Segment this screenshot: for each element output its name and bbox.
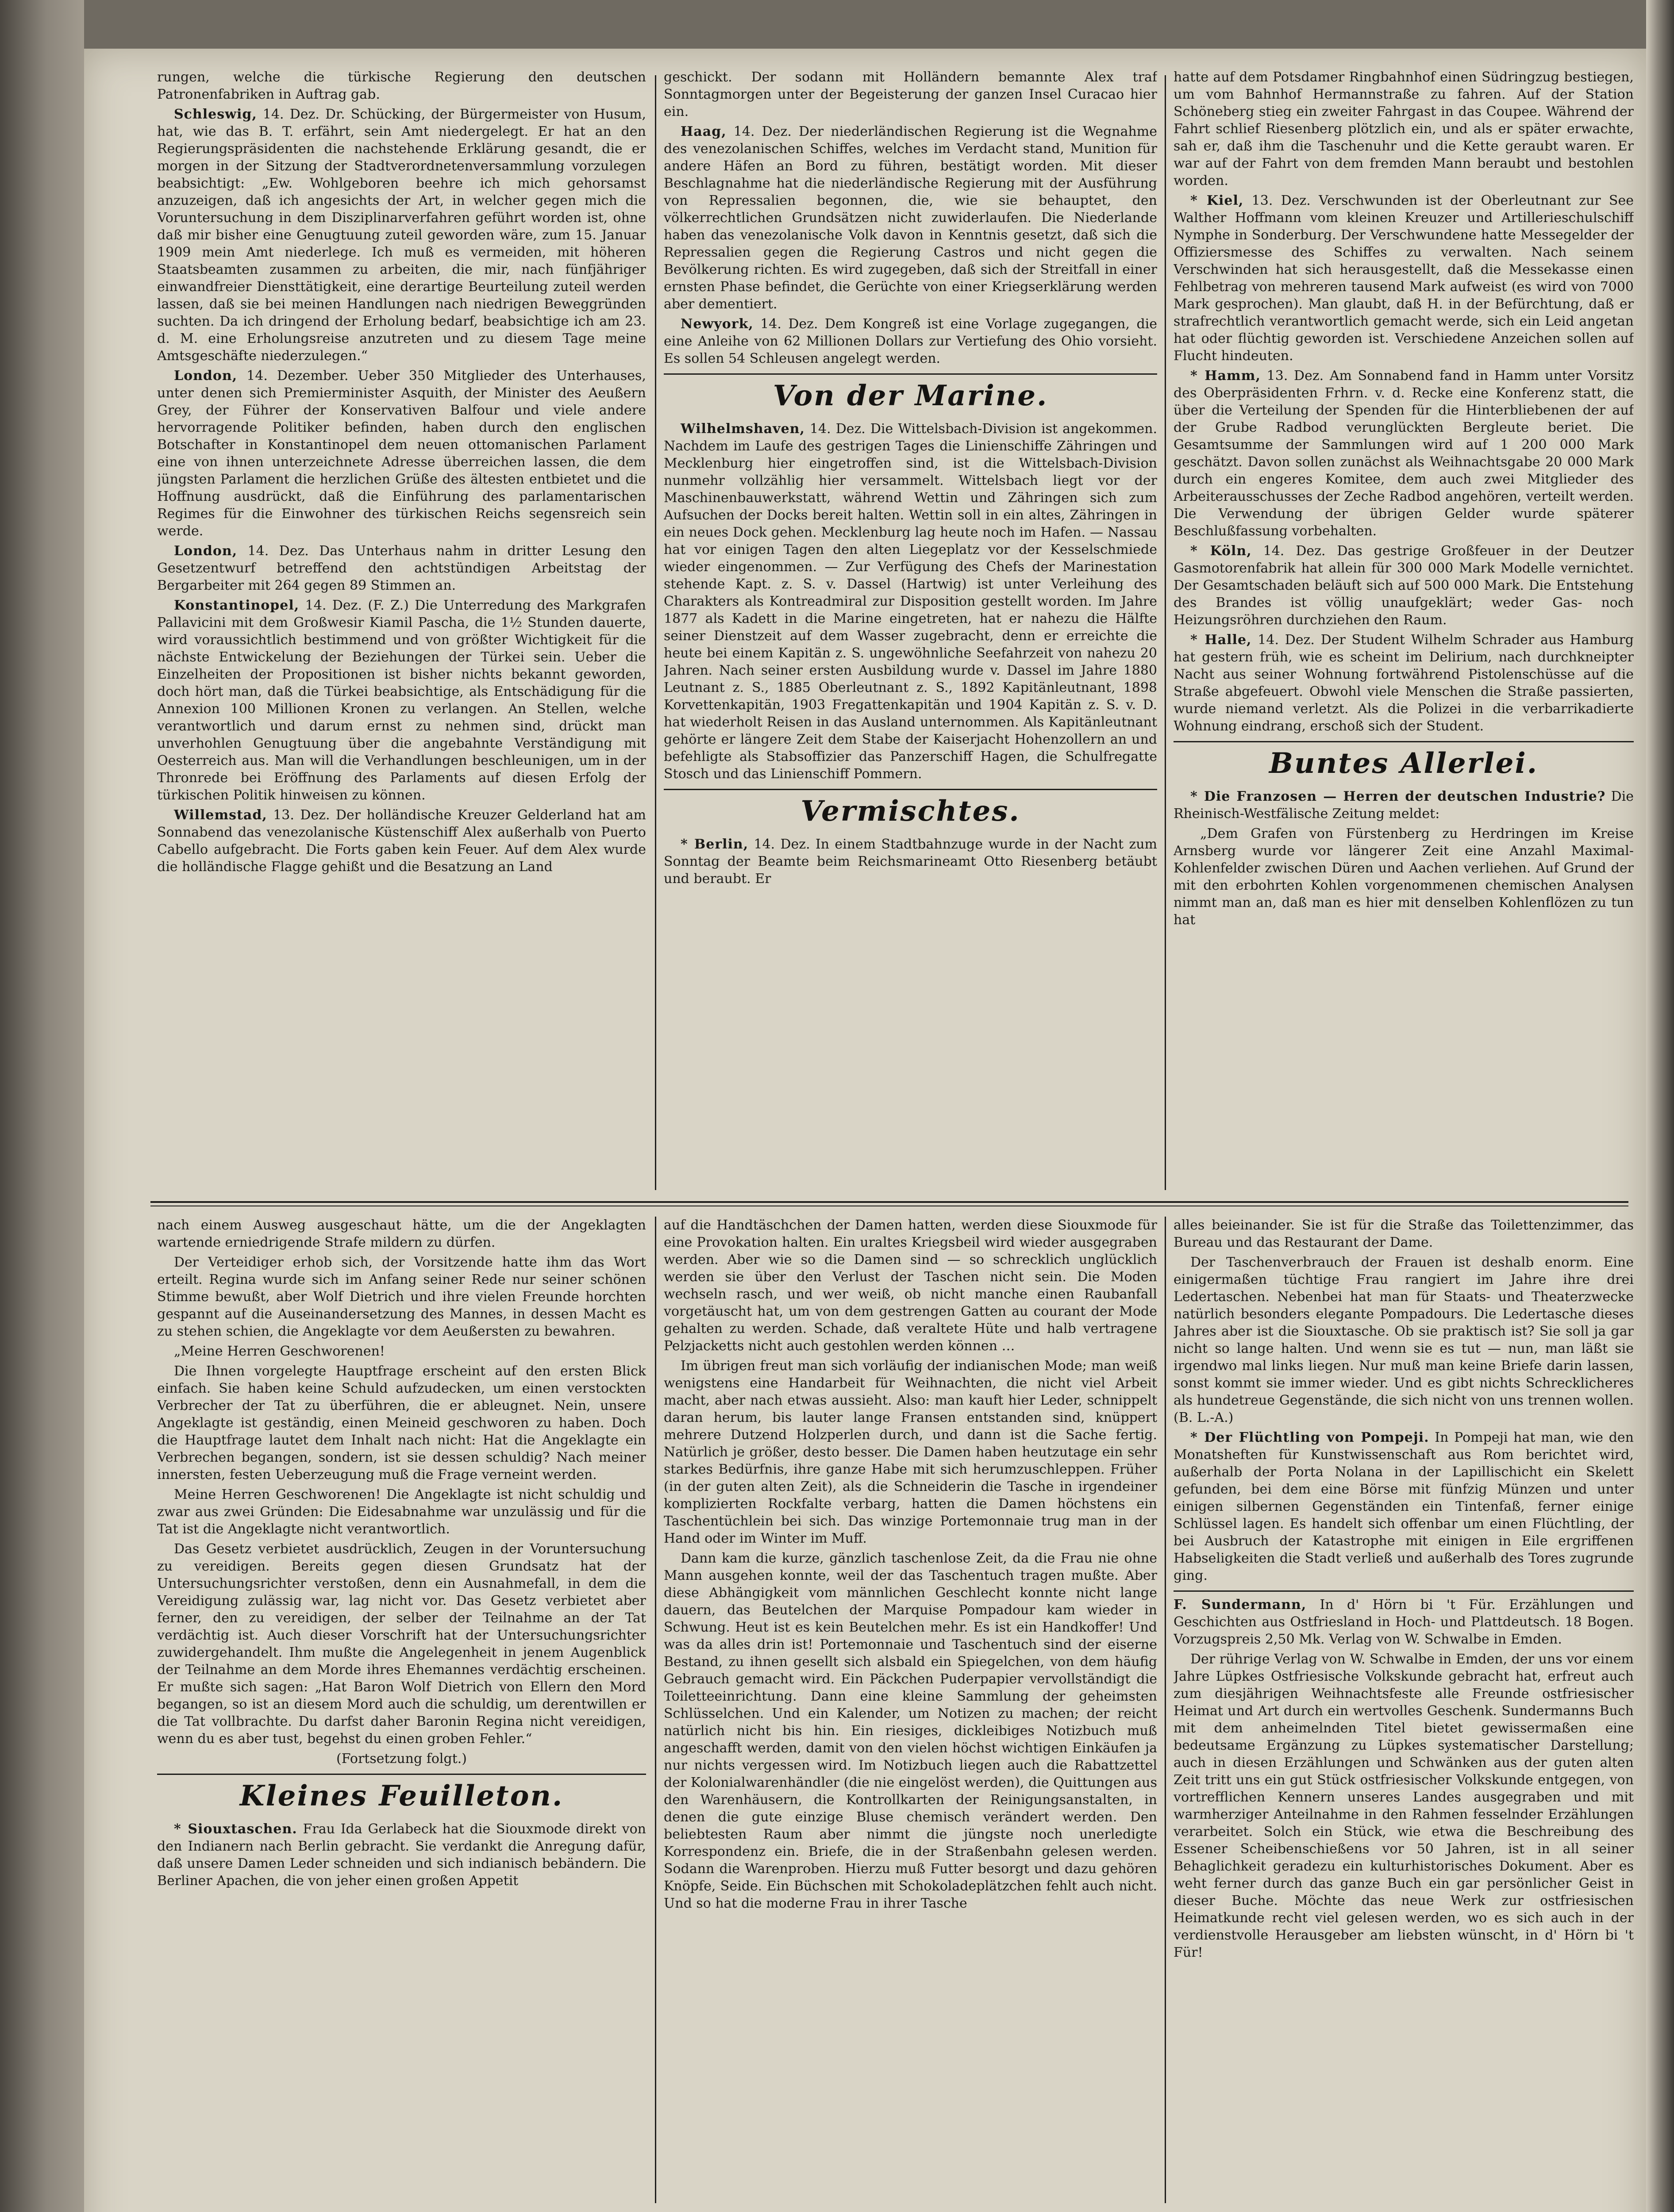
section-rule (1174, 741, 1634, 742)
article-paragraph (664, 1217, 1157, 1355)
article-text: 13. Dez. Der holländische Kreuzer Gelderland hat am Sonnabend das venezolanische Küstenschiff Alex außerhalb von Puerto Cabello aufgebracht. Die Forts gaben kein Feuer. Auf dem Alex wurde die holländische Flagge gehißt und die Besatzung an Land (157, 807, 646, 875)
article-paragraph (157, 1363, 646, 1483)
article-paragraph (157, 69, 646, 103)
article-text: 13. Dez. Am Sonnabend fand in Hamm unter Vorsitz des Oberpräsidenten Frhrn. v. d. Recke eine Konferenz statt, die über die Verteilung der Spenden für die Hinterbliebenen der auf der Grube Radbod verunglückten Bergleute beriet. Die Gesamtsumme der Sammlungen wird auf 1 200 000 Mark geschätzt. Davon sollen zunächst als Weihnachtsgabe 20 000 Mark durch ein engeres Komitee, dem auch zwei Mitglieder des Arbeiterausschusses der Zeche Radbod angehören, verteilt werden. Die Verwendung der übrigen Gelder wurde späterer Beschlußfassung vorbehalten. (1174, 368, 1634, 539)
article-paragraph (157, 1750, 646, 1767)
article-text: 14. Dez. Dem Kongreß ist eine Vorlage zugegangen, die eine Anleihe von 62 Millionen Dollars zur Vertiefung des Ohio vorsieht. Es sollen 54 Schleusen angelegt werden. (664, 316, 1157, 366)
article-paragraph (1174, 825, 1634, 929)
article-text: 14. Dez. (F. Z.) Die Unterredung des Markgrafen Pallavicini mit dem Großwesir Kiamil Pascha, die 1½ Stunden dauerte, wird voraussichtlich bestimmend und von größter Wichtigkeit für die nächste Entwickelung der Beziehungen der Türkei sein. Ueber die Einzelheiten der Propositionen ist bisher nichts bekannt geworden, doch hört man, daß die Türkei beabsichtige, als Entschädigung für die Annexion 100 Millionen Kronen zu verlangen. An Stellen, welche verantwortlich und darum ernst zu nehmen sind, drückt man unverhohlen Genugtuung über die angebahnte Verständigung mit Oesterreich aus. Man will die Verhandlungen beschleunigen, um in der Thronrede bei Eröffnung des Parlaments auf diesen Erfolg der türkischen Politik hinweisen zu können. (157, 598, 646, 803)
article-paragraph (157, 106, 646, 365)
article-text: geschickt. Der sodann mit Holländern bemannte Alex traf Sonntagmorgen unter der Begeisterung der ganzen Insel Curacao hier ein. (664, 69, 1157, 119)
column-rule (655, 75, 656, 1190)
article-dateline: * Hamm, (1190, 368, 1261, 384)
section-rule (157, 1774, 646, 1775)
article-paragraph (157, 367, 646, 540)
article-text: 14. Dez. Das gestrige Großfeuer in der Deutzer Gasmotorenfabrik hat allein für 300 000 Mark Modelle vernichtet. Der Gesamtschaden beläuft sich auf 500 000 Mark. Die Entstehung des Brandes ist völlig unaufgeklärt; weder Gas- noch Heizungsröhren durchziehen den Raum. (1174, 543, 1634, 628)
top-column-3 (1174, 69, 1634, 1194)
article-dateline: * Siouxtaschen. (174, 1821, 297, 1837)
article-text: Frau Ida Gerlabeck hat die Siouxmode direkt von den Indianern nach Berlin gebracht. Sie verdankt die Anregung dafür, daß unsere Damen Leder schneiden und sich indianisch bebändern. Die Berliner Apachen, die von jeher einen großen Appetit (157, 1821, 646, 1889)
article-paragraph (1174, 192, 1634, 365)
column-rule (1165, 1217, 1166, 2203)
article-paragraph (664, 123, 1157, 313)
article-paragraph (157, 1343, 646, 1360)
article-dateline: Schleswig, (174, 107, 257, 122)
article-text: Der Verteidiger erhob sich, der Vorsitzende hatte ihm das Wort erteilt. Regina wurde sich im Anfang seiner Rede nur seiner schönen Stimme bewußt, aber Wolf Dietrich und ihre vielen Freunde horchten gespannt auf die Auseinandersetzung des Mannes, in dessen Macht es zu stehen schien, die Angeklagte vor dem Aeußersten zu bewahren. (157, 1255, 646, 1339)
article-text: In Pompeji hat man, wie den Monatsheften für Kunstwissenschaft aus Rom berichtet wird, außerhalb der Porta Nolana in der Lapillischicht ein Skelett gefunden, bei dem eine Börse mit fünfzig Münzen und unter einigen silbernen Gegenständen ein Tintenfaß, ferner einige Schlüssel lagen. Es handelt sich offenbar um einen Flüchtling, der bei Ausbruch der Katastrophe mit einigen in Eile ergriffenen Habseligkeiten die Stadt verließ und außerhalb des Tores zugrunde ging. (1174, 1430, 1634, 1583)
article-paragraph (1174, 367, 1634, 540)
article-paragraph (157, 1217, 646, 1251)
article-paragraph (157, 1540, 646, 1747)
article-paragraph (157, 597, 646, 804)
article-dateline: * Köln, (1190, 543, 1252, 559)
article-paragraph (664, 836, 1157, 887)
article-paragraph (664, 420, 1157, 783)
article-paragraph (664, 1550, 1157, 1912)
article-text: Im übrigen freut man sich vorläufig der indianischen Mode; man weiß wenigstens eine Handarbeit für Weihnachten, die nicht viel Arbeit macht, aber nach etwas aussieht. Also: man kauft hier Leder, schnippelt daran herum, bis lauter lange Fransen entstanden sind, knüppert mehrere Dutzend Holzperlen durch, und dann ist die Sache fertig. Natürlich je größer, desto besser. Die Damen haben heutzutage ein sehr starkes Bedürfnis, ihre ganze Habe mit sich herumzuschleppen. Früher (in der guten alten Zeit), als die Schneiderin die Tasche in irgendeiner komplizierten Rockfalte verbarg, hatten die Damen höchstens ein Taschentüchlein bei sich. Das winzige Portemonnaie trug man in der Hand oder im Winter im Muff. (664, 1358, 1157, 1546)
article-text: Meine Herren Geschworenen! Die Angeklagte ist nicht schuldig und zwar aus zwei Gründen: Die Eidesabnahme war unzulässig und für die Tat ist die Angeklagte nicht verantwortlich. (157, 1487, 646, 1537)
article-text: hatte auf dem Potsdamer Ringbahnhof einen Südringzug bestiegen, um vom Bahnhof Hermannstraße zu fahren. Auf der Station Schöneberg stieg ein zweiter Fahrgast in das Coupee. Während der Fahrt schlief Riesenberg plötzlich ein, und als er später erwachte, sah er, daß ihm die Taschenuhr und die Kette geraubt waren. Er war auf der Fahrt von dem fremden Mann beraubt und bestohlen worden. (1174, 69, 1634, 188)
article-text: Die Ihnen vorgelegte Hauptfrage erscheint auf den ersten Blick einfach. Sie haben keine Schuld aufzudecken, um einen verstockten Verbrecher der Tat zu überführen, die er ableugnet. Nein, unsere Angeklagte ist geständig, einen Meineid geschworen zu haben. Doch die Hauptfrage lautet dem Inhalt nach nicht: Hat die Angeklagte ein Verbrechen begangen, sondern, ist sie dessen schuldig? Nach meiner innersten, festen Ueberzeugung muß die Frage verneint werden. (157, 1363, 646, 1482)
article-dateline: * Berlin, (681, 837, 749, 852)
bottom-column-3 (1174, 1217, 1634, 2212)
article-dateline: Wilhelmshaven, (681, 421, 805, 437)
section-rule (1174, 1590, 1634, 1592)
article-dateline: London, (174, 368, 238, 384)
article-text: Der Taschenverbrauch der Frauen ist deshalb enorm. Eine einigermaßen tüchtige Frau rangiert im Jahre ihre drei Ledertaschen. Nebenbei hat man für Staats- und Theaterzwecke natürlich besonders elegante Pompadours. Die Ledertasche dieses Jahres aber ist die Siouxtasche. Ob sie praktisch ist? Sie soll ja gar nicht so lange halten. Und wenn sie es tut — nun, man läßt sie irgendwo mal links liegen. Nur muß man keine Briefe darin lassen, sonst kommt sie immer wieder. Und es gibt nichts Schrecklicheres als hundetreue Gegenstände, die sich nicht von uns trennen wollen. (B. L.-A.) (1174, 1255, 1634, 1425)
article-paragraph (664, 69, 1157, 120)
article-text: rungen, welche die türkische Regierung den deutschen Patronenfabriken in Auftrag gab. (157, 69, 646, 102)
article-text: Das Gesetz verbietet ausdrücklich, Zeugen in der Voruntersuchung zu vereidigen. Bereits gegen diesen Grundsatz hat der Untersuchungsrichter verstoßen, denn ein Ausnahmefall, in dem die Vereidigung zulässig war, lag nicht vor. Das Gesetz verbietet aber ferner, den zu vereidigen, der selber der Teilnahme an der Tat verdächtig ist. Auch dieser Vorschrift hat der Untersuchungsrichter zuwidergehandelt. Ihm mußte die Angelegenheit in jenem Augenblick der Teilnahme an dem Morde ihres Ehemannes verdächtig erscheinen. Er mußte sich sagen: „Hat Baron Wolf Dietrich von Ellern den Mord begangen, so ist an diesem Mord auch die schuldig, um derentwillen er die Tat vollbrachte. Du darfst daher Baronin Regina nicht vereidigen, wenn du es aber tust, begehst du einen groben Fehler.“ (157, 1541, 646, 1747)
article-text: auf die Handtäschchen der Damen hatten, werden diese Siouxmode für eine Provokation halten. Ein uraltes Kriegsbeil wird wieder ausgegraben werden. Aber wie so die Damen sind — so schrecklich unglücklich werden sie über den Verlust der Taschen nicht sein. Die Moden wechseln rasch, und wer weiß, ob nicht manche einen Raubanfall vorgetäuscht hat, um von dem gestrengen Gatten au courant der Mode gehalten zu werden. Schade, daß veraltete Hüte und halb vertragene Pelzjacketts nicht auch gestohlen werden können … (664, 1217, 1157, 1354)
article-paragraph (157, 1486, 646, 1538)
article-dateline: * Der Flüchtling von Pompeji. (1190, 1430, 1429, 1445)
book-spine (0, 0, 84, 2212)
article-text: 14. Dez. Das Unterhaus nahm in dritter Lesung den Gesetzentwurf betreffend den achtstündigen Arbeitstag der Bergarbeiter mit 264 gegen 89 Stimmen an. (157, 543, 646, 593)
article-text: In d' Hörn bi 't Für. Erzählungen und Geschichten aus Ostfriesland in Hoch- und Plattdeutsch. 18 Bogen. Vorzugspreis 2,50 Mk. Verlag von W. Schwalbe in Emden. (1174, 1597, 1634, 1647)
article-paragraph (157, 1254, 646, 1340)
article-text: Die Rheinisch-Westfälische Zeitung meldet: (1174, 789, 1634, 822)
article-text: 14. Dez. Die Wittelsbach-Division ist angekommen. Nachdem im Laufe des gestrigen Tages die Linienschiffe Zähringen und Mecklenburg hier eingetroffen sind, ist die Wittelsbach-Division nunmehr vollzählig hier versammelt. Wittelsbach liegt vor der Maschinenbauwerkstatt, während Wettin und Zähringen sich zum Aufsuchen der Docks bereit halten. Wettin soll in ein altes, Zähringen in ein neues Dock gehen. Mecklenburg lag heute noch im Hafen. — Nassau hat vor einigen Tagen den alten Liegeplatz vor der Kesselschmiede wieder eingenommen. — Zur Verfügung des Chefs der Marinestation stehende Kapt. z. S. v. Dassel (Hartwig) ist unter Verleihung des Charakters als Kontreadmiral zur Disposition gestellt worden. Im Jahre 1877 als Kadett in die Marine eingetreten, hat er nahezu die Hälfte seiner Dienstzeit auf dem Wasser zugebracht, denn er erreichte die heute bei einem Kapitän z. S. ungewöhnliche Seefahrzeit von nahezu 20 Jahren. Nach seiner ersten Ausbildung wurde v. Dassel im Jahre 1880 Leutnant z. S., 1885 Oberleutnant z. S., 1892 Kapitänleutnant, 1898 Korvettenkapitän, 1903 Fregattenkapitän und 1904 Kapitän z. S. v. D. hat wiederholt Reisen in das Ausland unternommen. Als Kapitänleutnant gehörte er längere Zeit dem Stabe der Kaiserjacht Hohenzollern an und befehligte als Stabsoffizier das Panzerschiff Hagen, die Schulfregatte Stosch und das Linienschiff Pommern. (664, 421, 1157, 782)
article-text: alles beieinander. Sie ist für die Straße das Toilettenzimmer, das Bureau und das Restaurant der Dame. (1174, 1217, 1634, 1250)
article-dateline: Willemstad, (174, 807, 267, 823)
article-paragraph (157, 542, 646, 594)
article-text: (Fortsetzung folgt.) (336, 1751, 467, 1767)
article-paragraph (157, 1820, 646, 1889)
article-dateline: Konstantinopel, (174, 598, 300, 613)
bottom-column-2 (664, 1217, 1157, 2212)
top-column-2 (664, 69, 1157, 1194)
column-rule (655, 1217, 656, 2203)
article-text: 14. Dez. In einem Stadtbahnzuge wurde in der Nacht zum Sonntag der Beamte beim Reichsmarineamt Otto Riesenberg betäubt und beraubt. Er (664, 837, 1157, 887)
article-paragraph (664, 1357, 1157, 1547)
article-text: „Dem Grafen von Fürstenberg zu Herdringen im Kreise Arnsberg wurde vor längerer Zeit eine Anzahl Maximal-Kohlenfelder zwischen Düren und Aachen verliehen. Auf Grund der mit den erbohrten Kohlen vorgenommenen chemischen Analysen nimmt man an, daß man es hier mit denselben Kohlenflözen zu tun hat (1174, 826, 1634, 928)
section-rule (664, 373, 1157, 375)
section-heading-marine: Von der Marine. (773, 379, 1048, 412)
article-text: 13. Dez. Verschwunden ist der Oberleutnant zur See Walther Hoffmann vom kleinen Kreuzer und Artillerieschulschiff Nymphe in Sonderburg. Der Verschwundene hatte Messegelder der Offiziersmesse des Schiffes zu verwalten. Nach seinem Verschwinden hat sich herausgestellt, daß die Messekasse einen Fehlbetrag von mehreren tausend Mark aufweist (es wird von 7000 Mark gesprochen). Man glaubt, daß H. in der Befürchtung, daß er strafrechtlich verantwortlich gemacht werde, sich ein Leid angetan hat oder flüchtig geworden ist. Verschiedene Anzeichen sollen auf Flucht hindeuten. (1174, 193, 1634, 364)
article-dateline: F. Sundermann, (1174, 1597, 1307, 1613)
article-paragraph (1174, 631, 1634, 735)
article-text: nach einem Ausweg ausgeschaut hätte, um die der Angeklagten wartende erniedrigende Strafe mildern zu dürfen. (157, 1217, 646, 1250)
section-heading-vermischtes: Vermischtes. (800, 795, 1020, 828)
section-rule (664, 789, 1157, 790)
article-paragraph (1174, 69, 1634, 189)
column-rule (1165, 75, 1166, 1190)
article-text: 14. Dez. Dr. Schücking, der Bürgermeister von Husum, hat, wie das B. T. erfährt, sein Amt niedergelegt. Er hat an den Regierungspräsidenten die nachstehende Erklärung gesandt, die er morgen in der Sitzung der Stadtverordnetenversammlung vorzulegen beabsichtigt: „Ew. Wohlgeboren beehre ich mich gehorsamst anzuzeigen, daß ich angesichts der Art, in welcher gegen mich die Voruntersuchung in dem Disziplinarverfahren geführt worden ist, ohne daß mir bisher eine Genugtuung zuteil geworden wäre, zum 15. Januar 1909 mein Amt niederlege. Ich muß es vermeiden, mit höheren Staatsbeamten zusammen zu arbeiten, die mir, nach fünfjähriger einwandfreier Diensttätigkeit, eine derartige Beurteilung zuteil werden lassen, daß sie bei meinen Handlungen nach niedrigen Beweggründen suchten. Da ich dringend der Erholung bedarf, beabsichtige ich am 23. d. M. eine Erholungsreise anzutreten und zu diesem Tage meine Amtsgeschäfte niederzulegen.“ (157, 107, 646, 364)
article-paragraph (157, 806, 646, 876)
article-text: Der rührige Verlag von W. Schwalbe in Emden, der uns vor einem Jahre Lüpkes Ostfriesische Volkskunde gebracht hat, erfreut auch zum diesjährigen Weihnachtsfeste alle Freunde ostfriesischer Heimat und Art durch ein wertvolles Geschenk. Sundermanns Buch mit dem anheimelnden Titel bietet gewissermaßen eine bedeutsame Ergänzung zu Lüpkes systematischer Darstellung; auch in diesen Erzählungen und Schwänken aus der guten alten Zeit tritt uns ein gut Stück ostfriesischer Volkskunde entgegen, von vortrefflichen Kennern unseres Landes ausgegraben und mit warmherziger Anteilnahme in den Rahmen fesselnder Erzählungen verarbeitet. Solch ein Stück, wie etwa die Beschreibung des Essener Scheibenschießens vor 50 Jahren, ist in all seiner Behaglichkeit geradezu ein kulturhistorisches Dokument. Aber es weht ferner durch das ganze Buch ein gar persönlicher Geist in dieser Buche. Möchte das neue Werk zur ostfriesischen Heimatkunde recht viel gelesen werden, wo es sich auch in der verdienstvolle Herausgeber am liebsten wünscht, in d' Hörn bi 't Für! (1174, 1651, 1634, 1960)
article-dateline: Newyork, (681, 316, 754, 332)
article-dateline: * Die Franzosen — Herren der deutschen Industrie? (1190, 789, 1606, 804)
article-paragraph (664, 315, 1157, 367)
section-heading-buntes: Buntes Allerlei. (1269, 747, 1539, 780)
section-heading-feuilleton: Kleines Feuilleton. (239, 1779, 564, 1813)
page-edge (1646, 0, 1674, 2212)
bottom-column-1 (157, 1217, 646, 2212)
article-dateline: * Halle, (1190, 632, 1252, 648)
article-text: „Meine Herren Geschworenen! (174, 1344, 385, 1359)
article-text: 14. Dezember. Ueber 350 Mitglieder des Unterhauses, unter denen sich Premierminister Asquith, der Minister des Aeußern Grey, der Führer der Konservativen Balfour und viele andere hervorragende Politiker befinden, haben durch den englischen Botschafter in Konstantinopel dem neuen ottomanischen Parlament eine von ihnen unterzeichnete Adresse überreichen lassen, die dem jüngsten Parlament die herzlichen Grüße des ältesten entbietet und die Hoffnung ausdrückt, daß die Einführung des parlamentarischen Regimes für die Einwohner des türkischen Reichs segensreich sein werde. (157, 368, 646, 539)
article-text: 14. Dez. Der niederländischen Regierung ist die Wegnahme des venezolanischen Schiffes, welches im Verdacht stand, Munition für andere Häfen an Bord zu führen, bestätigt worden. Mit dieser Beschlagnahme hat die niederländische Regierung mit der Ausführung von Repressalien begonnen, die, wie sie behauptet, den völkerrechtlichen Grundsätzen nicht zuwiderlaufen. Die Niederlande haben das venezolanische Volk davon in Kenntnis gesetzt, daß sich die Repressalien gegen die Regierung Castros und nicht gegen die Bevölkerung richten. Es wird zugegeben, daß sich der Streitfall in einer ernsten Phase befindet, die Gerüchte von einer Kriegserklärung werden aber dementiert. (664, 124, 1157, 312)
article-paragraph (1174, 1596, 1634, 1648)
article-paragraph (1174, 542, 1634, 629)
top-column-1 (157, 69, 646, 1194)
article-dateline: London, (174, 543, 238, 559)
article-dateline: * Kiel, (1190, 193, 1244, 208)
article-text: Dann kam die kurze, gänzlich taschenlose Zeit, da die Frau nie ohne Mann ausgehen konnte, weil der das Taschentuch tragen mußte. Aber diese Abhängigkeit vom männlichen Geschlecht konnte nicht lange dauern, das Beutelchen der Marquise Pompadour kam wieder in Schwung. Heut ist es kein Beutelchen mehr. Es ist ein Handkoffer! Und was da alles drin ist! Portemonnaie und Taschentuch sind der eiserne Bestand, zu ihnen gesellt sich alsbald ein Spiegelchen, von dem häufig Gebrauch gemacht wird. Ein Päckchen Puderpapier vervollständigt die Toiletteeinrichtung. Dann eine kleine Sammlung der geheimsten Schlüsselchen. Und ein Kalender, um Notizen zu machen; der reicht natürlich nicht bis hin. Ein riesiges, dickleibiges Notizbuch muß angeschafft werden, damit von den vielen höchst wichtigen Einkäufen ja nur nichts vergessen wird. Im Notizbuch liegen auch die Rabattzettel der Kolonialwarenhändler (die nie eingelöst werden), die Quittungen aus den Warenhäusern, die Kontrollkarten der Reinigungsanstalten, in denen die gute einzige Bluse chemisch verändert werden. Den beliebtesten Raum aber nimmt die jüngste noch unerledigte Korrespondenz ein. Briefe, die in der Straßenbahn gelesen werden. Sodann die Warenproben. Hierzu muß Futter besorgt und dazu gehören Knöpfe, Seide. Ein Büchschen mit Schokoladeplätzchen fehlt auch nicht. Und so hat die moderne Frau in ihrer Tasche (664, 1551, 1157, 1911)
newspaper-page (84, 49, 1646, 2212)
article-paragraph (1174, 788, 1634, 822)
article-paragraph (1174, 1217, 1634, 1251)
article-text: 14. Dez. Der Student Wilhelm Schrader aus Hamburg hat gestern früh, wie es scheint im Delirium, nach durchkneipter Nacht aus seiner Wohnung fortwährend Pistolenschüsse auf die Straße abgefeuert. Obwohl viele Menschen die Straße passierten, wurde niemand verletzt. Als die Polizei in die verbarrikadierte Wohnung eindrang, erschoß sich der Student. (1174, 632, 1634, 734)
article-paragraph (1174, 1254, 1634, 1426)
article-paragraph (1174, 1429, 1634, 1584)
page-divider (150, 1201, 1628, 1203)
article-paragraph (1174, 1651, 1634, 1961)
article-dateline: Haag, (681, 124, 727, 139)
